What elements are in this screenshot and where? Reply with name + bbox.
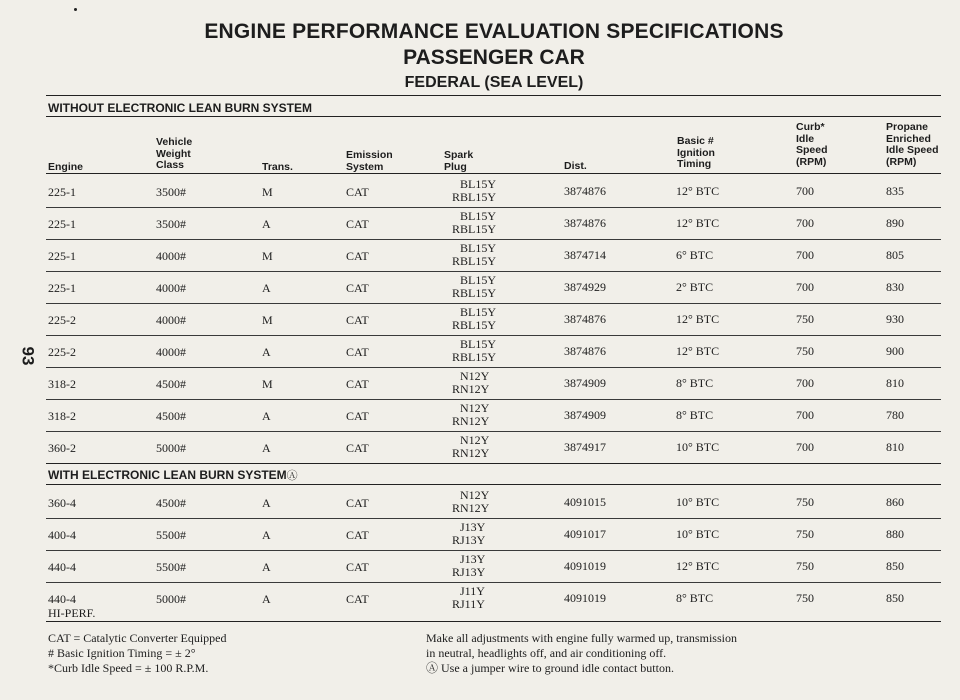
cell-spark-plug: N12Y RN12Y xyxy=(452,369,490,396)
cell-timing: 10° BTC xyxy=(676,527,720,541)
cell-spark-plug: J13Y RJ13Y xyxy=(452,552,486,579)
cell-timing: 12° BTC xyxy=(676,312,720,326)
cell-spark-plug: BL15Y RBL15Y xyxy=(452,241,497,268)
table-row xyxy=(46,271,941,304)
cell-timing: 8° BTC xyxy=(676,408,714,422)
cell-dist: 3874929 xyxy=(564,280,606,294)
note-cat: CAT = Catalytic Converter Equipped xyxy=(48,631,227,645)
cell-weight: 5000# xyxy=(156,441,186,455)
cell-curb-idle: 750 xyxy=(796,312,814,326)
cell-dist: 3874876 xyxy=(564,312,606,326)
col-spark-plug: Spark Plug xyxy=(444,149,474,173)
cell-spark-plug: N12Y RN12Y xyxy=(452,433,490,460)
table-row xyxy=(46,239,941,272)
cell-weight: 5000# xyxy=(156,592,186,606)
cell-propane-idle: 890 xyxy=(886,216,904,230)
col-emission: Emission System xyxy=(346,149,393,173)
cell-spark-plug: BL15Y RBL15Y xyxy=(452,177,497,204)
cell-dist: 4091019 xyxy=(564,559,606,573)
footnotes-right xyxy=(426,631,737,676)
cell-engine: 225-1 xyxy=(48,281,76,295)
section-label-without-elb: WITHOUT ELECTRONIC LEAN BURN SYSTEM xyxy=(48,101,312,115)
cell-weight: 4000# xyxy=(156,281,186,295)
cell-propane-idle: 880 xyxy=(886,527,904,541)
cell-timing: 8° BTC xyxy=(676,591,714,605)
cell-emission: CAT xyxy=(346,592,369,606)
cell-dist: 4091019 xyxy=(564,591,606,605)
cell-propane-idle: 810 xyxy=(886,440,904,454)
cell-weight: 4500# xyxy=(156,409,186,423)
cell-curb-idle: 700 xyxy=(796,280,814,294)
cell-trans: A xyxy=(262,528,271,542)
table-row xyxy=(46,175,941,208)
cell-spark-plug: N12Y RN12Y xyxy=(452,401,490,428)
cell-curb-idle: 700 xyxy=(796,216,814,230)
cell-engine: 225-1 xyxy=(48,249,76,263)
cell-emission: CAT xyxy=(346,409,369,423)
cell-curb-idle: 750 xyxy=(796,527,814,541)
cell-emission: CAT xyxy=(346,441,369,455)
cell-curb-idle: 750 xyxy=(796,559,814,573)
cell-dist: 3874909 xyxy=(564,376,606,390)
cell-timing: 12° BTC xyxy=(676,184,720,198)
cell-weight: 4000# xyxy=(156,249,186,263)
cell-timing: 8° BTC xyxy=(676,376,714,390)
note-curb: *Curb Idle Speed = ± 100 R.P.M. xyxy=(48,661,209,675)
cell-trans: A xyxy=(262,496,271,510)
cell-dist: 3874714 xyxy=(564,248,606,262)
cell-emission: CAT xyxy=(346,528,369,542)
cell-engine: 360-2 xyxy=(48,441,76,455)
col-engine: Engine xyxy=(48,161,84,173)
cell-spark-plug: BL15Y RBL15Y xyxy=(452,209,497,236)
note-timing: # Basic Ignition Timing = ± 2° xyxy=(48,646,196,660)
section-label-with-elb: WITH ELECTRONIC LEAN BURN SYSTEMⒶ xyxy=(48,468,298,482)
cell-trans: A xyxy=(262,345,271,359)
cell-emission: CAT xyxy=(346,313,369,327)
cell-dist: 3874876 xyxy=(564,184,606,198)
cell-dist: 4091015 xyxy=(564,495,606,509)
cell-propane-idle: 850 xyxy=(886,591,904,605)
section-rule-2 xyxy=(46,484,941,485)
cell-propane-idle: 810 xyxy=(886,376,904,390)
cell-dist: 3874909 xyxy=(564,408,606,422)
cell-emission: CAT xyxy=(346,249,369,263)
cell-emission: CAT xyxy=(346,281,369,295)
cell-propane-idle: 835 xyxy=(886,184,904,198)
table-row xyxy=(46,486,941,519)
cell-emission: CAT xyxy=(346,560,369,574)
cell-spark-plug: J11Y RJ11Y xyxy=(452,584,485,611)
table-row xyxy=(46,207,941,240)
cell-curb-idle: 750 xyxy=(796,344,814,358)
header-rule xyxy=(46,173,941,174)
table-row xyxy=(46,303,941,336)
cell-trans: M xyxy=(262,185,273,199)
cell-emission: CAT xyxy=(346,377,369,391)
table-row xyxy=(46,399,941,432)
cell-propane-idle: 780 xyxy=(886,408,904,422)
cell-trans: A xyxy=(262,409,271,423)
note-adjustments-2: in neutral, headlights off, and air conditioning off. xyxy=(426,646,667,660)
cell-trans: M xyxy=(262,377,273,391)
cell-emission: CAT xyxy=(346,217,369,231)
cell-dist: 3874917 xyxy=(564,440,606,454)
cell-propane-idle: 850 xyxy=(886,559,904,573)
footnotes-left xyxy=(48,631,227,676)
cell-trans: A xyxy=(262,592,271,606)
cell-engine: 440-4 xyxy=(48,560,76,574)
cell-engine: 225-2 xyxy=(48,345,76,359)
title-block xyxy=(0,20,960,92)
cell-emission: CAT xyxy=(346,345,369,359)
cell-propane-idle: 830 xyxy=(886,280,904,294)
cell-timing: 10° BTC xyxy=(676,440,720,454)
cell-engine: 225-1 xyxy=(48,185,76,199)
main-title: ENGINE PERFORMANCE EVALUATION SPECIFICATIONS xyxy=(204,20,784,43)
cell-trans: A xyxy=(262,217,271,231)
cell-curb-idle: 700 xyxy=(796,440,814,454)
table-row xyxy=(46,518,941,551)
cell-spark-plug: BL15Y RBL15Y xyxy=(452,273,497,300)
cell-engine: 225-1 xyxy=(48,217,76,231)
cell-propane-idle: 805 xyxy=(886,248,904,262)
region-title: FEDERAL (SEA LEVEL) xyxy=(404,74,584,91)
cell-trans: A xyxy=(262,441,271,455)
cell-curb-idle: 750 xyxy=(796,591,814,605)
cell-trans: M xyxy=(262,313,273,327)
cell-weight: 5500# xyxy=(156,560,186,574)
print-speck xyxy=(74,8,77,11)
cell-curb-idle: 700 xyxy=(796,408,814,422)
cell-engine: 440-4 HI-PERF. xyxy=(48,592,96,620)
table-row xyxy=(46,431,941,463)
page-number: 93 xyxy=(18,346,38,366)
note-jumper: Ⓐ Use a jumper wire to ground idle contact button. xyxy=(426,661,674,675)
note-adjustments-1: Make all adjustments with engine fully warmed up, transmission xyxy=(426,631,737,645)
col-ignition-timing: Basic # Ignition Timing xyxy=(677,135,715,170)
cell-timing: 10° BTC xyxy=(676,495,720,509)
cell-dist: 4091017 xyxy=(564,527,606,541)
section-divider-rule xyxy=(46,463,941,464)
subtitle: PASSENGER CAR xyxy=(403,46,585,69)
cell-engine: 318-2 xyxy=(48,377,76,391)
cell-emission: CAT xyxy=(346,185,369,199)
cell-engine: 400-4 xyxy=(48,528,76,542)
col-vehicle-weight: Vehicle Weight Class xyxy=(156,136,193,171)
cell-engine: 360-4 xyxy=(48,496,76,510)
cell-weight: 3500# xyxy=(156,217,186,231)
cell-propane-idle: 860 xyxy=(886,495,904,509)
table-row xyxy=(46,582,941,620)
cell-propane-idle: 930 xyxy=(886,312,904,326)
table-row xyxy=(46,550,941,583)
cell-spark-plug: N12Y RN12Y xyxy=(452,488,490,515)
cell-trans: M xyxy=(262,249,273,263)
cell-spark-plug: BL15Y RBL15Y xyxy=(452,305,497,332)
cell-weight: 4500# xyxy=(156,496,186,510)
cell-timing: 12° BTC xyxy=(676,559,720,573)
cell-weight: 4000# xyxy=(156,345,186,359)
cell-trans: A xyxy=(262,281,271,295)
cell-spark-plug: J13Y RJ13Y xyxy=(452,520,486,547)
cell-engine: 225-2 xyxy=(48,313,76,327)
cell-curb-idle: 700 xyxy=(796,184,814,198)
cell-propane-idle: 900 xyxy=(886,344,904,358)
col-propane-idle: Propane Enriched Idle Speed (RPM) xyxy=(886,121,939,168)
cell-curb-idle: 700 xyxy=(796,248,814,262)
cell-engine: 318-2 xyxy=(48,409,76,423)
table-row xyxy=(46,335,941,368)
section-rule xyxy=(46,116,941,117)
cell-weight: 4500# xyxy=(156,377,186,391)
bottom-rule xyxy=(46,621,941,622)
cell-curb-idle: 700 xyxy=(796,376,814,390)
top-rule xyxy=(46,95,941,96)
cell-weight: 5500# xyxy=(156,528,186,542)
cell-timing: 12° BTC xyxy=(676,344,720,358)
cell-emission: CAT xyxy=(346,496,369,510)
cell-weight: 4000# xyxy=(156,313,186,327)
table-row xyxy=(46,367,941,400)
cell-timing: 2° BTC xyxy=(676,280,714,294)
col-dist: Dist. xyxy=(564,160,587,172)
cell-dist: 3874876 xyxy=(564,344,606,358)
col-trans: Trans. xyxy=(262,161,293,173)
cell-dist: 3874876 xyxy=(564,216,606,230)
cell-engine-note: HI-PERF. xyxy=(48,606,96,620)
cell-trans: A xyxy=(262,560,271,574)
cell-spark-plug: BL15Y RBL15Y xyxy=(452,337,497,364)
cell-timing: 12° BTC xyxy=(676,216,720,230)
col-curb-idle: Curb* Idle Speed (RPM) xyxy=(796,121,828,168)
cell-timing: 6° BTC xyxy=(676,248,714,262)
cell-curb-idle: 750 xyxy=(796,495,814,509)
cell-weight: 3500# xyxy=(156,185,186,199)
